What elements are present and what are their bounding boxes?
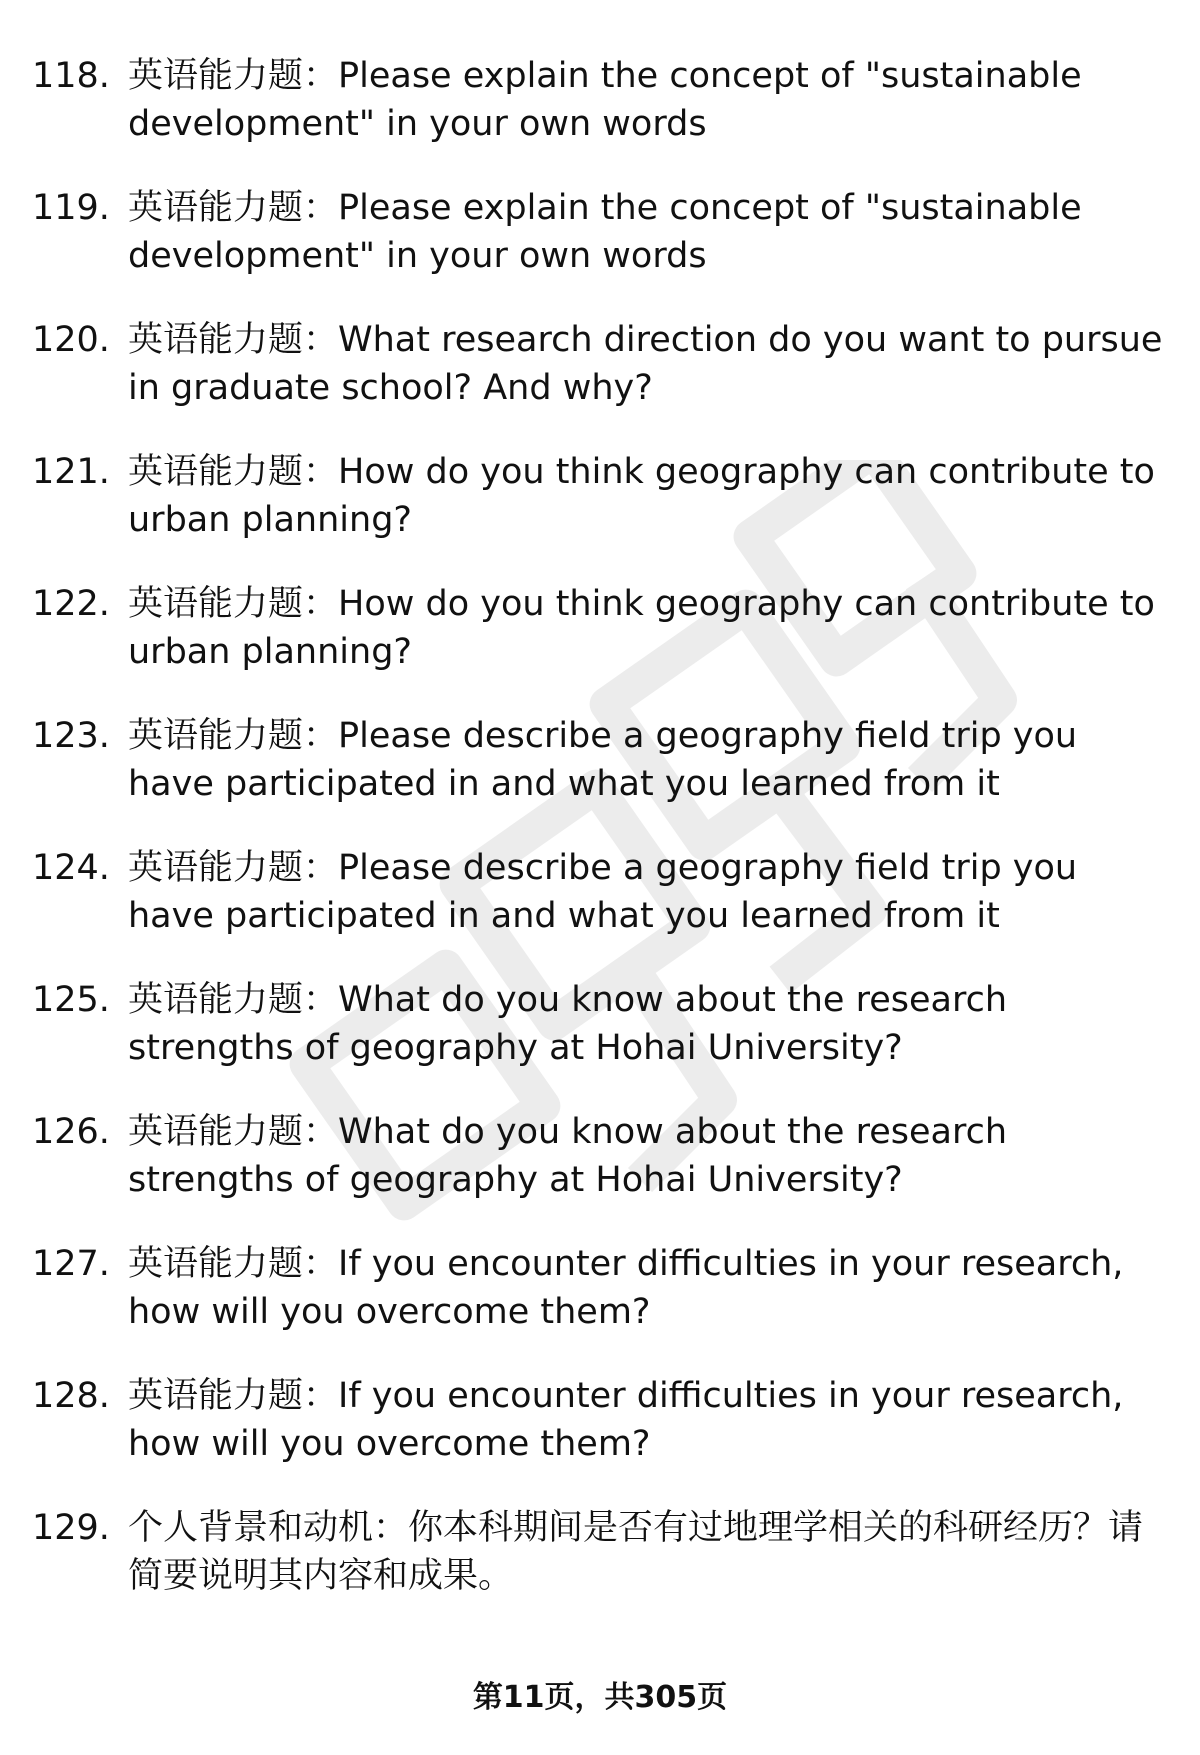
question-item [0,1504,1200,1602]
question-category: 英语能力题： [128,716,339,756]
question-text: Please explain the concept of "sustainable development" in your own words [128,56,1082,144]
question-item [0,844,1200,942]
question-number: 119. [32,188,110,228]
question-category: 个人背景和动机： [128,1508,409,1548]
question-number: 128. [32,1376,110,1416]
question-number: 118. [32,56,110,96]
question-number: 127. [32,1244,110,1284]
question-number: 129. [32,1508,110,1548]
question-text-block [128,1240,1170,1336]
question-item [0,1108,1200,1206]
question-text: How do you think geography can contribute to urban planning? [128,584,1155,672]
question-text-block [128,1108,1170,1204]
question-number: 122. [32,584,110,624]
question-item [0,712,1200,810]
question-number: 126. [32,1112,110,1152]
question-text: What research direction do you want to pursue in graduate school? And why? [128,320,1163,408]
question-item [0,52,1200,150]
question-category: 英语能力题： [128,56,339,96]
question-item [0,580,1200,678]
question-text: What do you know about the research strengths of geography at Hohai University? [128,980,1007,1068]
page-number-footer: 第11页，共305页 [472,1680,728,1715]
question-text: Please describe a geography field trip you have participated in and what you learned from it [128,716,1078,804]
question-item [0,184,1200,282]
question-text: Please describe a geography field trip you have participated in and what you learned from it [128,848,1078,936]
question-category: 英语能力题： [128,980,339,1020]
question-text: If you encounter difficulties in your research, how will you overcome them? [128,1244,1124,1332]
question-category: 英语能力题： [128,1376,339,1416]
question-text: How do you think geography can contribute to urban planning? [128,452,1155,540]
question-category: 英语能力题： [128,1112,339,1152]
question-list [0,52,1200,1636]
question-category: 英语能力题： [128,452,339,492]
question-category: 英语能力题： [128,188,339,228]
question-text: If you encounter difficulties in your research, how will you overcome them? [128,1376,1124,1464]
question-number: 123. [32,716,110,756]
question-category: 英语能力题： [128,584,339,624]
question-text-block [128,448,1170,544]
question-text-block [128,844,1170,940]
question-text: What do you know about the research strengths of geography at Hohai University? [128,1112,1007,1200]
question-text-block [128,316,1170,412]
question-item [0,1240,1200,1338]
question-category: 英语能力题： [128,1244,339,1284]
question-category: 英语能力题： [128,320,339,360]
question-text-block [128,976,1170,1072]
question-number: 125. [32,980,110,1020]
question-item [0,448,1200,546]
question-text-block [128,712,1170,808]
question-text-block [128,1504,1170,1600]
question-text: 你本科期间是否有过地理学相关的科研经历？请简要说明其内容和成果。 [128,1508,1144,1596]
question-item [0,1372,1200,1470]
question-text-block [128,580,1170,676]
question-text-block [128,1372,1170,1468]
question-text: Please explain the concept of "sustainable development" in your own words [128,188,1082,276]
question-number: 124. [32,848,110,888]
question-text-block [128,52,1170,148]
question-number: 120. [32,320,110,360]
question-number: 121. [32,452,110,492]
question-item [0,316,1200,414]
question-item [0,976,1200,1074]
question-category: 英语能力题： [128,848,339,888]
question-text-block [128,184,1170,280]
